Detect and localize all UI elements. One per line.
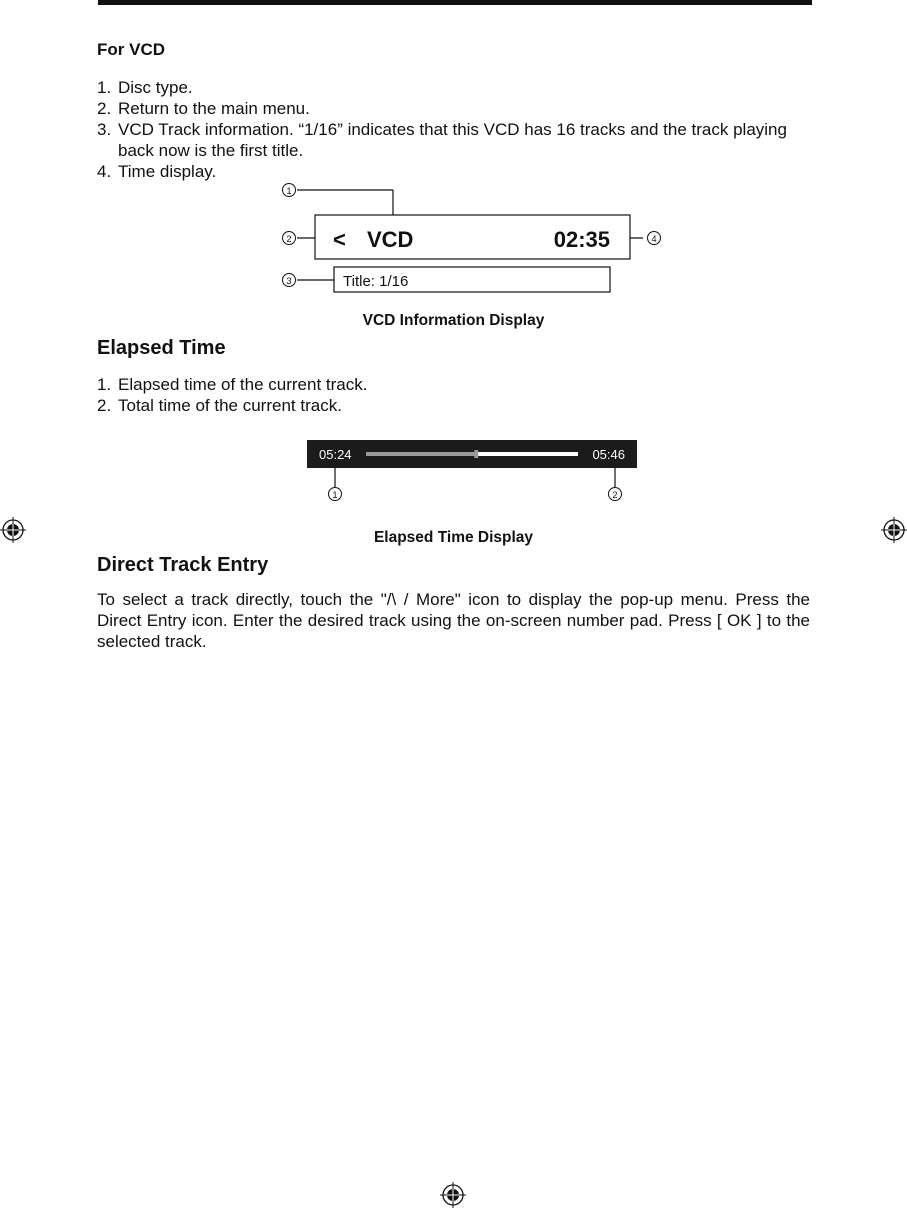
elapsed-time-diagram [0, 0, 907, 520]
list-text: Total time of the current track. [118, 396, 342, 415]
registration-mark-right-icon [881, 517, 907, 543]
list-text: Time display. [118, 162, 217, 181]
time-display: 02:35 [553, 227, 610, 252]
vcd-caption: VCD Information Display [362, 312, 545, 329]
list-number: 4. [97, 162, 112, 181]
list-number: 3. [97, 120, 112, 139]
list-text: VCD Track information. “1/16” indicates that this VCD has 16 tracks and the track playing back now is the first title. [118, 120, 787, 160]
callout-marker-elapsed [329, 488, 342, 501]
svg-text:4: 4 [651, 234, 657, 244]
list-text: Elapsed time of the current track. [118, 375, 368, 394]
direct-entry-heading: Direct Track Entry [97, 554, 269, 576]
back-arrow-icon[interactable]: < [333, 227, 346, 252]
progress-thumb[interactable] [474, 450, 478, 458]
elapsed-caption: Elapsed Time Display [373, 529, 534, 546]
registration-mark-left-icon [0, 517, 26, 543]
svg-text:2: 2 [286, 234, 292, 244]
elapsed-heading: Elapsed Time [97, 337, 226, 359]
vcd-heading: For VCD [97, 40, 165, 59]
svg-text:2: 2 [612, 490, 618, 500]
list-number: 2. [97, 396, 112, 415]
svg-text:1: 1 [286, 186, 292, 196]
title-info-text: Title: 1/16 [343, 273, 409, 290]
registration-mark-bottom-icon [440, 1182, 466, 1208]
elapsed-time-label: 05:24 [319, 447, 352, 462]
svg-text:1: 1 [332, 490, 338, 500]
progress-fill [366, 452, 476, 456]
list-text: Disc type. [118, 78, 193, 97]
disc-type-label: VCD [367, 227, 414, 252]
list-number: 1. [97, 78, 112, 97]
callout-marker-total [609, 488, 622, 501]
list-text: Return to the main menu. [118, 99, 310, 118]
list-number: 2. [97, 99, 112, 118]
list-number: 1. [97, 375, 112, 394]
total-time-label: 05:46 [592, 447, 625, 462]
direct-entry-paragraph: To select a track directly, touch the "/\ / More" icon to display the pop-up menu. Press the Direct Entry icon. Enter the desired track using the on-screen number pad. Press [ OK ] to the selected track. [97, 590, 810, 651]
svg-text:3: 3 [286, 276, 292, 286]
